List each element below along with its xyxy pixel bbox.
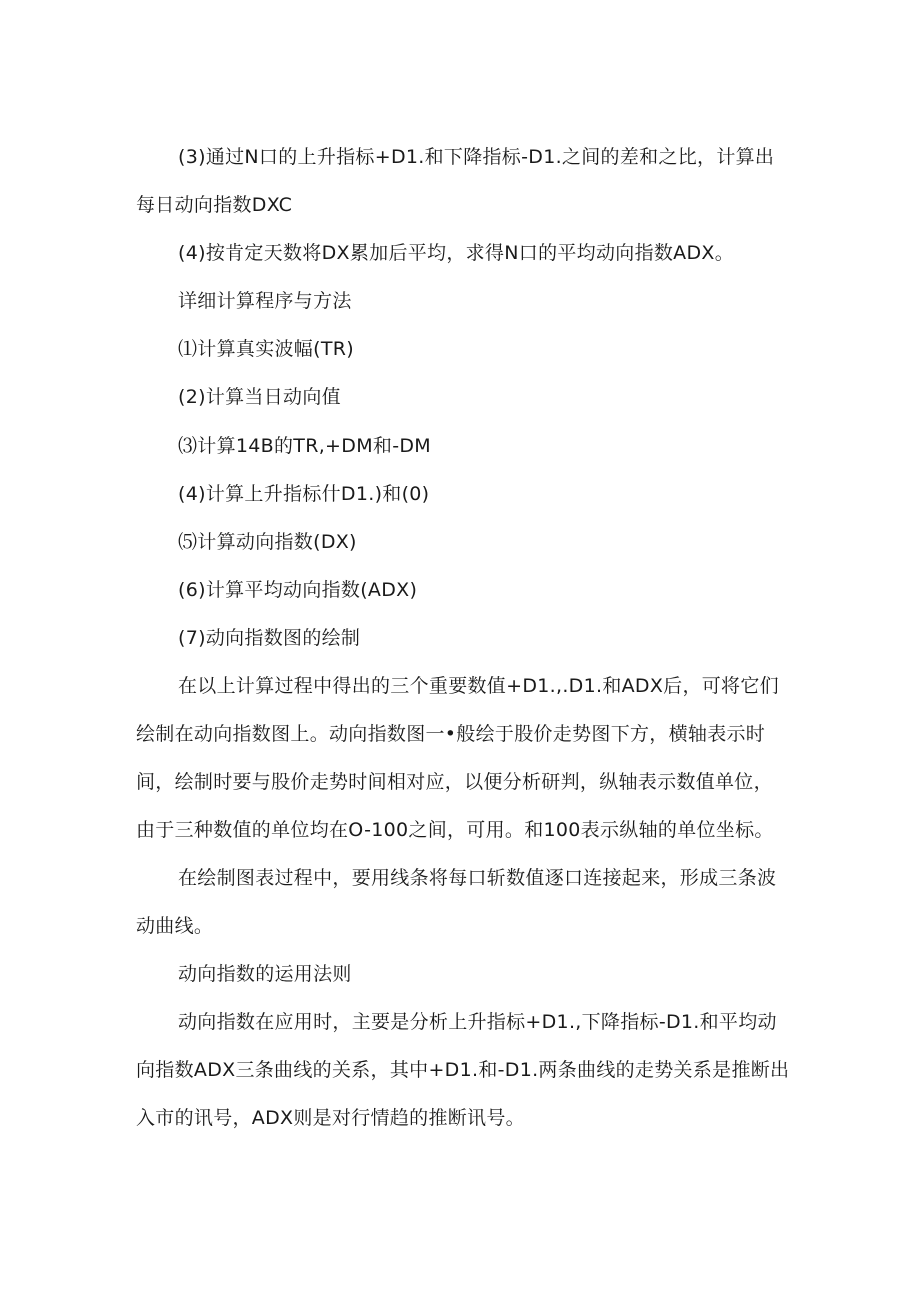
list-item-dx: ⑸计算动向指数(DX) (178, 531, 357, 553)
paragraph-drawing-lines: 在绘制图表过程中，要用线条将每口斩数值逐口连接起来，形成三条波动曲线。 (136, 867, 777, 937)
list-item-chart: (7)动向指数图的绘制 (178, 627, 361, 649)
section-heading-rules: 动向指数的运用法则 (178, 963, 352, 985)
list-item-daily-dm: (2)计算当日动向值 (178, 386, 341, 408)
section-heading-calculation: 详细计算程序与方法 (178, 290, 352, 312)
paragraph-step-3: (3)通过N口的上升指标+D1.和下降指标-D1.之间的差和之比，计算出每日动向指数DXC (136, 146, 775, 216)
list-item-adx: (6)计算平均动向指数(ADX) (178, 579, 418, 601)
paragraph-rules-description: 动向指数在应用时，主要是分析上升指标+D1.,下降指标-D1.和平均动向指数ADX三条曲线的关系，其中+D1.和-D1.两条曲线的走势关系是推断出入市的讯号，ADX则是对行情趋的推断讯号。 (136, 1011, 790, 1129)
list-item-tr: ⑴计算真实波幅(TR) (178, 338, 354, 360)
list-item-di: (4)计算上升指标什D1.)和(0) (178, 483, 430, 505)
paragraph-chart-description: 在以上计算过程中得出的三个重要数值+D1.,.D1.和ADX后，可将它们绘制在动向指数图上。动向指数图一•般绘于股价走势图下方，横轴表示时间，绘制时要与股价走势时间相对应，以便分析研判，纵轴表示数值单位，由于三种数值的单位均在O-100之间，可用。和100表示纵轴的单位坐标。 (136, 675, 779, 841)
list-item-14-day: ⑶计算14B的TR,+DM和-DM (178, 435, 431, 457)
paragraph-step-4: (4)按肯定天数将DX累加后平均，求得N口的平均动向指数ADX。 (178, 242, 735, 264)
